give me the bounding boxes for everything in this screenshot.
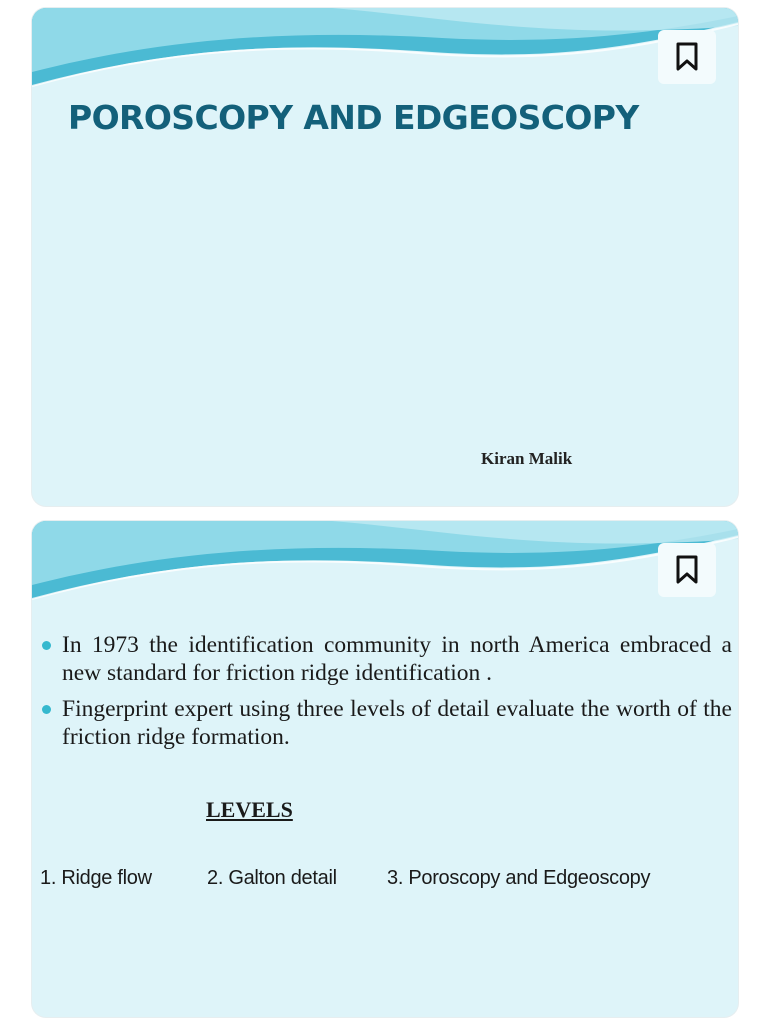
bullet-list	[42, 631, 732, 759]
author-name: Kiran Malik	[481, 449, 573, 468]
bookmark-icon	[675, 42, 699, 72]
slide-header-wave	[32, 8, 738, 98]
bullet-dot-icon	[42, 641, 51, 650]
bullet-text: In 1973 the identification community in north America embraced a new standard for friction ridge identification .	[62, 632, 732, 686]
levels-heading: LEVELS	[206, 797, 293, 822]
bullet-item	[42, 695, 732, 751]
slide-title-text: POROSCOPY AND EDGEOSCOPY	[68, 98, 639, 137]
level-item: 2. Galton detail	[207, 867, 337, 889]
slide-levels	[32, 521, 738, 1017]
bookmark-icon	[675, 555, 699, 585]
bullet-text: Fingerprint expert using three levels of detail evaluate the worth of the friction ridge formation.	[62, 696, 732, 750]
slide-header-wave	[32, 521, 738, 611]
bullet-item	[42, 631, 732, 687]
level-item: 1. Ridge flow	[40, 867, 152, 889]
bookmark-button[interactable]	[658, 543, 716, 597]
bullet-dot-icon	[42, 705, 51, 714]
level-item: 3. Poroscopy and Edgeoscopy	[387, 867, 651, 889]
slide-title	[32, 8, 738, 506]
bookmark-button[interactable]	[658, 30, 716, 84]
